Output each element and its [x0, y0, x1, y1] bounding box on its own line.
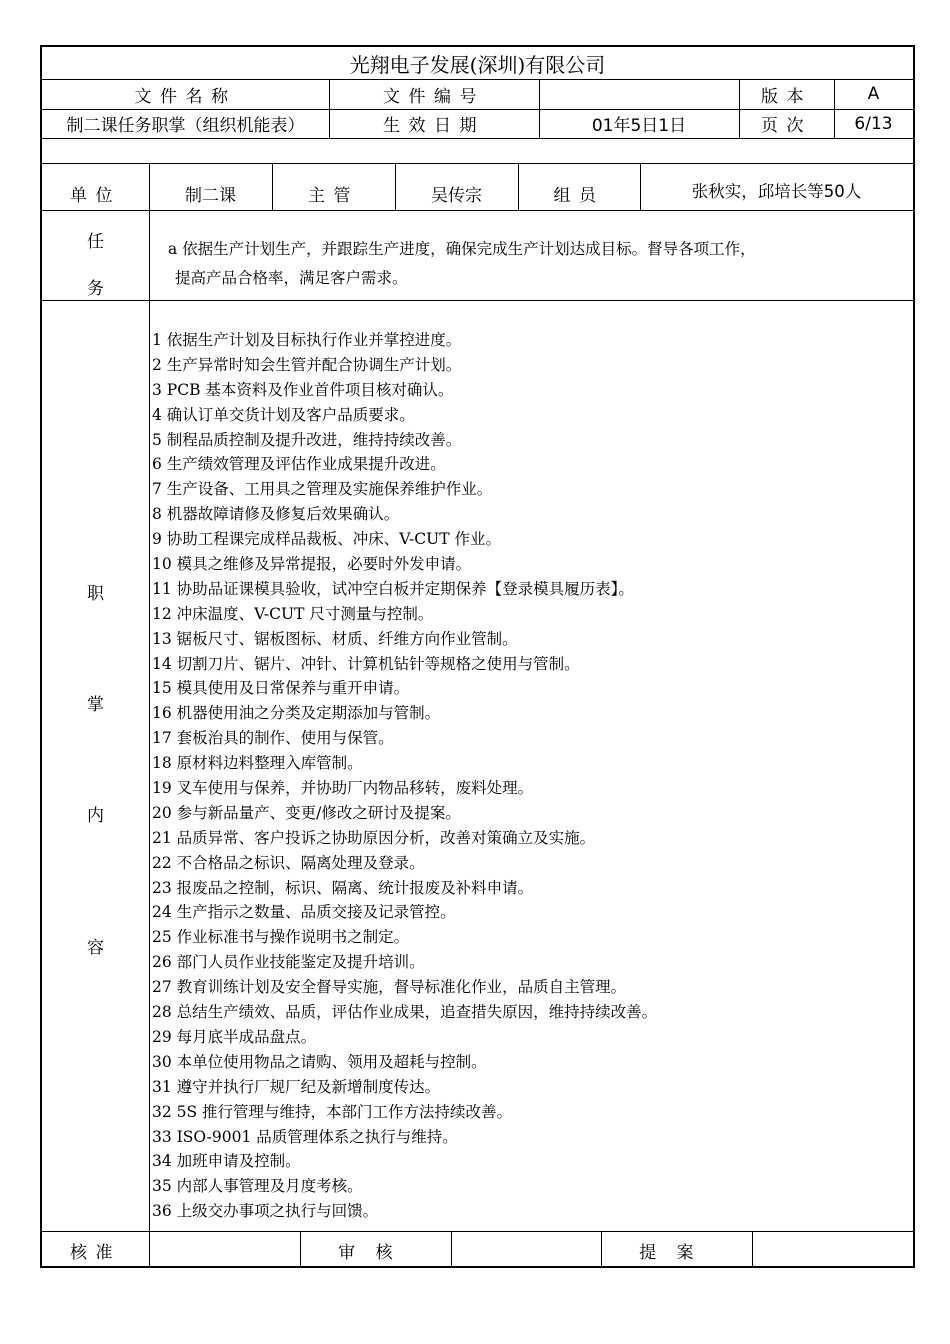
row-divider [42, 300, 913, 301]
list-item: 29 每月底半成品盘点。 [152, 1027, 317, 1046]
list-item: 35 内部人事管理及月度考核。 [152, 1177, 363, 1196]
list-item: 11 协助品证课模具验收，试冲空白板并定期保养【登录模具履历表】。 [152, 579, 634, 598]
list-item: 4 确认订单交货计划及客户品质要求。 [152, 405, 415, 424]
list-item: 17 套板治具的制作、使用与保管。 [152, 729, 394, 748]
manager-label: 主管 [308, 186, 359, 206]
unit-label: 单位 [70, 186, 121, 206]
document-form [40, 45, 915, 1268]
list-item: 33 ISO-9001 品质管理体系之执行与维持。 [152, 1127, 458, 1146]
members-label: 组员 [553, 186, 605, 206]
review-value [451, 1232, 601, 1268]
list-item: 22 不合格品之标识、隔离处理及登录。 [152, 853, 425, 872]
list-item: 28 总结生产绩效、品质，评估作业成果，追查措失原因，维持持续改善。 [152, 1003, 658, 1022]
list-item: 25 作业标准书与操作说明书之制定。 [152, 928, 410, 947]
task-line-2: 提高产品合格率，满足客户需求。 [175, 269, 408, 287]
list-item: 15 模具使用及日常保养与重开申请。 [152, 679, 410, 698]
doc-no-value [539, 79, 739, 109]
list-item: 1 依据生产计划及目标执行作业并掌控进度。 [152, 331, 462, 349]
list-item: 24 生产指示之数量、品质交接及记录管控。 [152, 903, 456, 922]
list-item: 19 叉车使用与保养，并协助厂内物品移转，废料处理。 [152, 779, 534, 798]
propose-value [752, 1232, 913, 1268]
list-item: 16 机器使用油之分类及定期添加与管制。 [152, 704, 441, 723]
col-divider [149, 210, 150, 1231]
list-item: 14 切割刀片、锯片、冲针、计算机钻针等规格之使用与管制。 [152, 654, 580, 673]
version-label: 版本 [761, 86, 812, 107]
list-item: 32 5S 推行管理与维持，本部门工作方法持续改善。 [152, 1102, 513, 1121]
list-item: 36 上级交办事项之执行与回馈。 [152, 1202, 379, 1221]
list-item: 10 模具之维修及异常提报，必要时外发申请。 [152, 555, 472, 574]
members-value: 张秋实，邱培长等50人 [691, 181, 862, 201]
row-divider [42, 163, 913, 164]
doc-name-value: 制二课任务职掌（组织机能表） [66, 116, 305, 136]
page-label: 页次 [761, 116, 812, 136]
approve-label: 核准 [70, 1242, 121, 1263]
unit-value: 制二课 [185, 186, 236, 206]
list-item: 2 生产异常时知会生管并配合协调生产计划。 [152, 355, 462, 374]
list-item: 31 遵守并执行厂规厂纪及新增制度传达。 [152, 1077, 441, 1096]
duty-label-3: 内 [87, 806, 104, 826]
list-item: 23 报废品之控制，标识、隔离、统计报废及补料申请。 [152, 878, 534, 897]
approve-value [149, 1232, 300, 1268]
list-item: 21 品质异常、客户投诉之协助原因分析，改善对策确立及实施。 [152, 828, 596, 847]
doc-no-label: 文件编号 [383, 86, 485, 107]
row-divider [42, 138, 913, 139]
list-item: 26 部门人员作业技能鉴定及提升培训。 [152, 953, 425, 972]
duty-label-1: 职 [87, 584, 104, 604]
version-value: A [867, 84, 880, 104]
duty-list [152, 328, 912, 1224]
row-divider [42, 210, 913, 211]
effective-date-value: 01年5日1日 [591, 116, 687, 136]
list-item: 18 原材料边料整理入库管制。 [152, 754, 363, 773]
list-item: 8 机器故障请修及修复后效果确认。 [152, 505, 400, 524]
task-line-1: a 依据生产计划生产，并跟踪生产进度，确保完成生产计划达成目标。督导各项工作， [168, 240, 756, 258]
list-item: 27 教育训练计划及安全督导实施，督导标准化作业，品质自主管理。 [152, 978, 627, 997]
company-title: 光翔电子发展(深圳)有限公司 [349, 52, 606, 77]
propose-label: 提案 [639, 1242, 714, 1263]
review-label: 审核 [338, 1242, 413, 1263]
list-item: 7 生产设备、工用具之管理及实施保养维护作业。 [152, 480, 493, 499]
effective-date-label: 生效日期 [383, 116, 485, 136]
doc-name-label: 文件名称 [134, 86, 237, 107]
list-item: 5 制程品质控制及提升改进，维持持续改善。 [152, 430, 462, 449]
duty-label-4: 容 [87, 938, 104, 958]
list-item: 30 本单位使用物品之请购、领用及超耗与控制。 [152, 1052, 487, 1071]
task-label-2: 务 [87, 279, 104, 299]
list-item: 9 协助工程课完成样品裁板、冲床、V-CUT 作业。 [152, 530, 501, 549]
duty-label-2: 掌 [87, 695, 104, 715]
page-value: 6/13 [854, 113, 893, 134]
task-label-1: 任 [87, 232, 104, 252]
list-item: 6 生产绩效管理及评估作业成果提升改进。 [152, 455, 446, 474]
list-item: 20 参与新品量产、变更/修改之研讨及提案。 [152, 803, 461, 822]
list-item: 12 冲床温度、V-CUT 尺寸测量与控制。 [152, 604, 434, 623]
list-item: 34 加班申请及控制。 [152, 1152, 301, 1171]
list-item: 13 锯板尺寸、锯板图标、材质、纤维方向作业管制。 [152, 629, 518, 648]
list-item: 3 PCB 基本资料及作业首件项目核对确认。 [152, 380, 454, 399]
manager-value: 吴传宗 [431, 186, 482, 206]
